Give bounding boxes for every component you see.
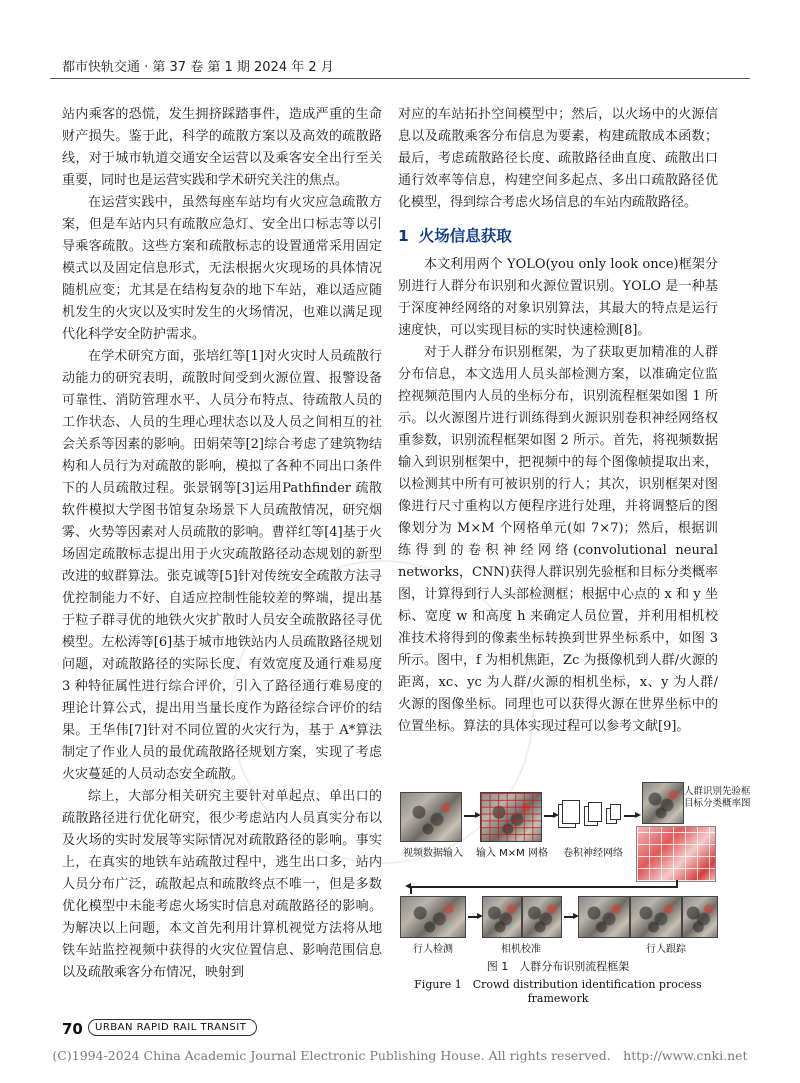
tracking-image-3 xyxy=(682,896,718,938)
flow-arrow xyxy=(544,815,554,817)
section-heading xyxy=(398,224,718,246)
label-prior-line2: 目标分类概率图 xyxy=(684,798,751,809)
label-cnn: 卷积神经网络 xyxy=(563,848,623,859)
figure-caption-cn: 图 1 人群分布识别流程框架 xyxy=(486,960,630,973)
flow-arrow xyxy=(468,916,478,918)
paragraph: 本文利用两个 YOLO(you only look once)框架分别进行人群分布识别和火源位置识别。YOLO 是一种基于深度神经网络的对象识别算法，其最大的特点是运行速度快，可以实现目标的实时快速检测[8]。 xyxy=(398,257,718,338)
pedestrian-detection-image xyxy=(400,896,466,938)
paragraph: 对于人群分布识别框架，为了获取更加精准的人群分布信息，本文选用人员头部检测方案，以准确定位监控视频范围内人员的坐标分布，识别流程框架如图 1 所示。以火源图片进行训练得到火源识别卷积神经网络权重参数，识别流程框架如图 2 所示。首先，将视频数据输入到识别框架中，把视频中的每个图像帧提取出来，以检测其中所有可被识别的行人；其次，识别框架对图像进行尺寸重构以方便程序进行处理，并将调整后的图像划分为 M×M 个网格单元(如 7×7)；然后，根据训练得到的卷积神经网络(convolutional neural networks，CNN)获得人群识别先验框和目标分类概率图，计算得到行人头部检测框；根据中心点的 x 和 y 坐标、宽度 w 和高度 h 来确定人员位置，并利用相机校准技术将得到的像素坐标转换到世界坐标系中，如图 3 所示。图中，f 为相机焦距，Zc 为摄像机到人群/火源的距离，xc、yc 为人群/火源的相机坐标，x、y 为人群/火源的图像坐标。同理也可以获得火源在世界坐标中的位置坐标。算法的具体实现过程可以参考文献[9]。 xyxy=(398,345,718,734)
cnn-layer xyxy=(610,804,621,820)
section-title: 火场信息获取 xyxy=(418,227,512,245)
label-grid: 输入 M×M 网格 xyxy=(476,848,548,859)
tracking-image-2 xyxy=(630,896,682,938)
paragraph: 在运营实践中，虽然每座车站均有火灾应急疏散方案，但是车站内只有疏散应急灯、安全出口标志等以引导乘客疏散。这些方案和疏散标志的设置通常采用固定模式以及固定信息形式，无法根据火灾现场的具体情况随机应变；尤其是在结构复杂的地下车站，难以适应随机发生的火灾以及实时发生的火场情况，也难以满足现代化科学安全防护需求。 xyxy=(62,195,382,342)
copyright-line: (C)1994-2024 China Academic Journal Electronic Publishing House. All rights reserved. http://www.cnki.net xyxy=(52,1048,748,1063)
left-column xyxy=(62,104,382,984)
paragraph: 站内乘客的恐慌，发生拥挤踩踏事件，造成严重的生命财产损失。鉴于此，科学的疏散方案以及高效的疏散路线，对于城市轨道交通安全运营以及乘客安全出行至关重要，同时也是运营实践和学术研究关注的焦点。 xyxy=(62,107,382,188)
label-detection: 行人检测 xyxy=(413,944,453,955)
flow-arrow xyxy=(624,815,636,817)
calibration-image-1 xyxy=(482,896,522,938)
footer-journal-name: URBAN RAPID RAIL TRANSIT xyxy=(88,1019,257,1036)
paragraph: 综上，大部分相关研究主要针对单起点、单出口的疏散路径进行优化研究，很少考虑站内人员真实分布以及火场的实时发展等实际情况对疏散路径的影响。事实上，在真实的地铁车站疏散过程中，逃生出口多，站内人员分布广泛，疏散起点和疏散终点不唯一，但是多数优化模型中未能考虑火场实时信息对疏散路径的影响。为解决以上问题，本文首先利用计算机视觉方法将从地铁车站监控视频中获得的火灾位置信息、影响范围信息以及疏散乘客分布情况，映射到 xyxy=(62,789,382,980)
paragraph: 对应的车站拓扑空间模型中；然后，以火场中的火源信息以及疏散乘客分布信息为要素，构建疏散成本函数；最后，考虑疏散路径长度、疏散路径曲直度、疏散出口通行效率等信息，构建空间多起点、多出口疏散路径优化模型，得到综合考虑火场信息的车站内疏散路径。 xyxy=(398,107,718,210)
label-video-input: 视频数据输入 xyxy=(403,848,463,859)
cnn-layer xyxy=(588,802,602,822)
figure-caption-en: Figure 1 Crowd distribution identification process framework xyxy=(414,978,702,1005)
flow-connector xyxy=(410,886,412,894)
label-prior-line1: 人群识别先验框 xyxy=(684,786,751,797)
header-rule xyxy=(50,78,750,79)
prior-box-image xyxy=(642,782,684,824)
video-frame-image xyxy=(400,792,462,842)
flow-arrow xyxy=(410,886,677,888)
grid-frame-image xyxy=(480,792,542,842)
figure-1 xyxy=(398,782,751,1005)
page-number: 70 xyxy=(62,1020,83,1038)
flow-arrow xyxy=(564,916,574,918)
tracking-image-1 xyxy=(578,896,630,938)
label-prior xyxy=(684,786,754,810)
label-tracking: 行人跟踪 xyxy=(646,944,686,955)
flow-arrow xyxy=(464,815,476,817)
section-number: 1 xyxy=(398,227,409,245)
classification-probability-map xyxy=(636,826,716,882)
cnn-layer xyxy=(562,800,580,824)
calibration-image-2 xyxy=(522,896,562,938)
journal-header: 都市快轨交通 · 第 37 卷 第 1 期 2024 年 2 月 xyxy=(62,60,334,75)
grid-overlay xyxy=(481,793,541,841)
paragraph: 在学术研究方面，张培红等[1]对火灾时人员疏散行动能力的研究表明，疏散时间受到火源位置、报警设备可靠性、消防管理水平、人员分布特点、待疏散人员的工作状态、人员的生理心理状态以及人员之间相互的社会关系等因素的影响。田娟荣等[2]综合考虑了建筑物结构和人员行为对疏散的影响，模拟了各种不同出口条件下的人员疏散过程。张景钢等[3]运用Pathfinder 疏散软件模拟大学图书馆复杂场景下人员疏散情况，研究烟雾、火势等因素对人员疏散的影响。曹祥红等[4]基于火场固定疏散标志提出用于火灾疏散路径动态规划的新型改进的蚁群算法。张克诚等[5]针对传统安全疏散方法寻优控制能力不好、自适应控制性能较差的弊端，提出基于粒子群寻优的地铁火灾扩散时人员安全疏散路径寻优模型。左松涛等[6]基于城市地铁站内人员疏散路径规划问题，对疏散路径的实际长度、有效宽度及通行难易度 3 种特征属性进行综合评价，引入了路径通行难易度的理论计算公式，提出用当量长度作为路径综合评价的结果。王华伟[7]针对不同位置的火灾行为，基于 A*算法制定了作业人员的最优疏散路径规划方案，实现了考虑火灾蔓延的人员动态安全疏散。 xyxy=(62,349,382,782)
right-column xyxy=(398,104,718,738)
label-calibration: 相机校准 xyxy=(501,944,541,955)
